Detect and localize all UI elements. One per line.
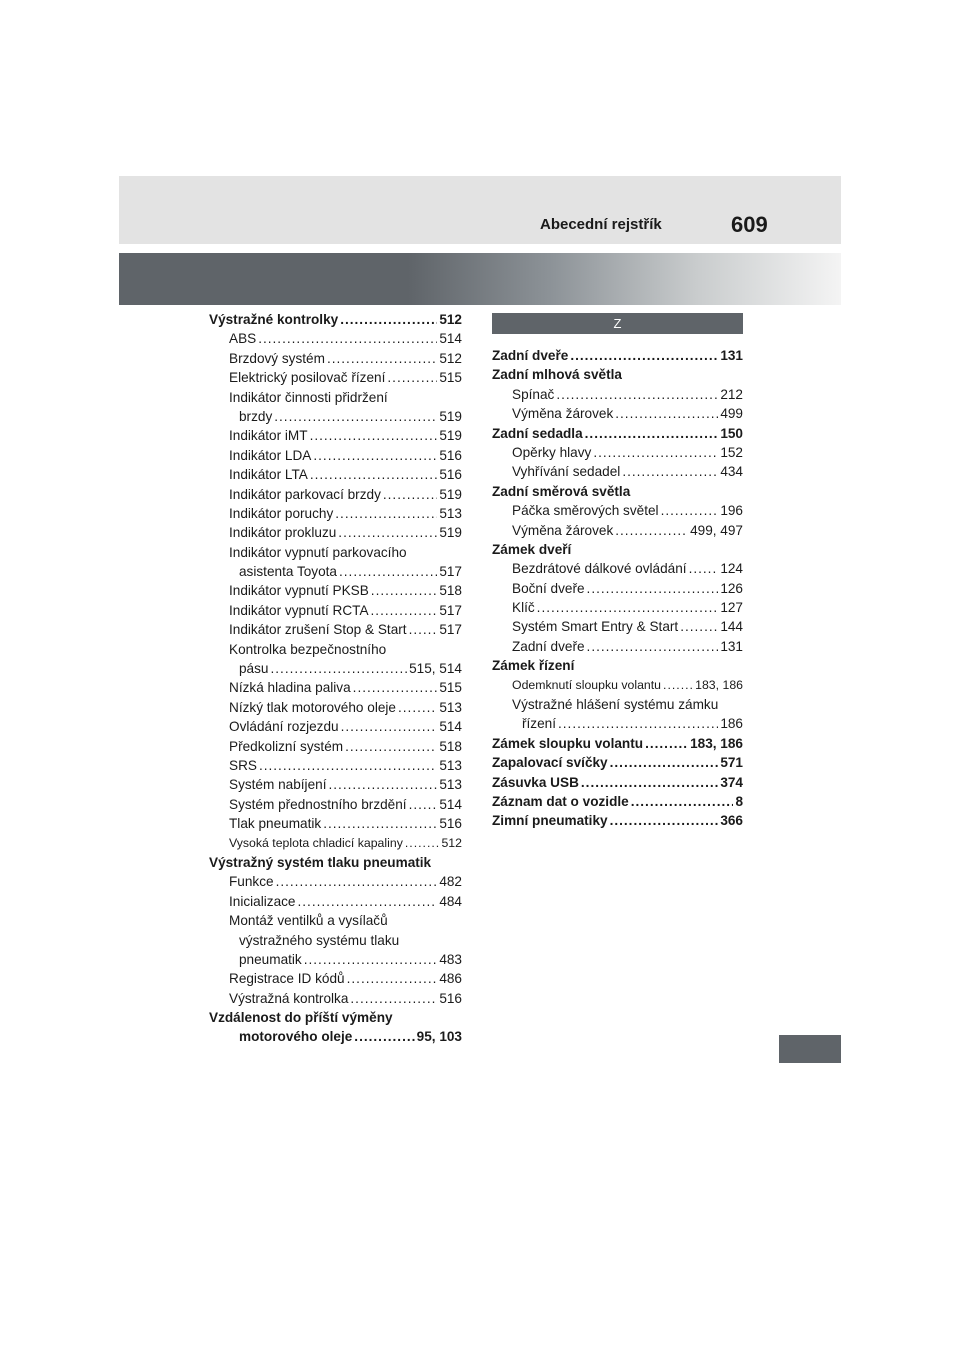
- index-entry-page: 516: [439, 447, 462, 463]
- leader-dots: [350, 989, 437, 1008]
- index-entry: [492, 714, 743, 733]
- index-entry-label: Nízká hladina paliva: [229, 680, 351, 696]
- index-entry-label: Systém přednostního brzdění: [229, 796, 407, 812]
- index-entry-page: 515, 514: [409, 661, 462, 677]
- leader-dots: [259, 756, 437, 775]
- index-entry-label: Zámek dveří: [492, 541, 572, 557]
- leader-dots: [585, 424, 719, 443]
- leader-dots: [610, 753, 719, 772]
- index-entry-page: 183, 186: [690, 735, 743, 751]
- leader-dots: [327, 349, 437, 368]
- page-number: 609: [731, 212, 768, 237]
- index-entry: [209, 485, 462, 504]
- leader-dots: [689, 559, 719, 578]
- index-entry-page: 150: [720, 425, 743, 441]
- index-entry: [209, 368, 462, 387]
- index-entry-label: Brzdový systém: [229, 350, 325, 366]
- index-entry: [209, 388, 462, 407]
- leader-dots: [398, 698, 437, 717]
- index-entry: [209, 989, 462, 1008]
- index-entry-label: Montáž ventilků a vysílačů: [229, 913, 388, 929]
- index-entry-label: Indikátor vypnutí parkovacího: [229, 544, 407, 560]
- index-entry-page: 519: [439, 486, 462, 502]
- index-entry: [492, 404, 743, 423]
- leader-dots: [310, 426, 438, 445]
- leader-dots: [587, 637, 719, 656]
- index-entry-page: 515: [439, 680, 462, 696]
- index-entry-label: Vyhřívání sedadel: [512, 464, 621, 480]
- index-entry: [492, 365, 743, 384]
- leader-dots: [371, 581, 438, 600]
- index-entry: [209, 872, 462, 891]
- leader-dots: [663, 676, 693, 695]
- index-entry-label: Indikátor vypnutí RCTA: [229, 602, 369, 618]
- leader-dots: [387, 368, 437, 387]
- index-side-tab: [779, 1035, 841, 1063]
- leader-dots: [615, 404, 718, 423]
- index-entry: [209, 678, 462, 697]
- index-entry: [492, 598, 743, 617]
- index-entry-page: 516: [439, 467, 462, 483]
- index-entry-page: 183, 186: [695, 677, 743, 692]
- leader-dots: [587, 579, 719, 598]
- leader-dots: [409, 620, 438, 639]
- index-entry: [209, 1027, 462, 1046]
- index-entry-label: Indikátor činnosti přidržení: [229, 389, 388, 405]
- index-entry: [209, 581, 462, 600]
- section-title: Abecední rejstřík: [540, 216, 662, 233]
- index-entry-label: Výstražné kontrolky: [209, 312, 339, 327]
- index-entry-label: asistenta Toyota: [239, 564, 337, 580]
- index-entry-label: Zámek řízení: [492, 658, 575, 674]
- index-entry-page: 516: [439, 990, 462, 1006]
- index-entry-label: Výstražné hlášení systému zámku: [512, 697, 719, 713]
- index-entry-page: 513: [439, 757, 462, 773]
- index-entry-label: Indikátor LDA: [229, 447, 312, 463]
- letter-heading-bar: Z: [492, 313, 743, 334]
- index-entry-page: 499, 497: [690, 522, 743, 538]
- index-entry-page: 484: [439, 893, 462, 909]
- index-entry-label: Zadní mlhová světla: [492, 367, 622, 383]
- leader-dots: [383, 485, 437, 504]
- index-entry-page: 513: [439, 777, 462, 793]
- leader-dots: [581, 773, 718, 792]
- index-entry-label: Tlak pneumatik: [229, 816, 322, 832]
- index-entry-page: 515: [439, 370, 462, 386]
- index-entry-label: Elektrický posilovač řízení: [229, 370, 386, 386]
- leader-dots: [335, 504, 437, 523]
- index-entry-page: 152: [720, 444, 743, 460]
- index-entry-page: 512: [439, 312, 462, 327]
- index-entry: [209, 465, 462, 484]
- index-entry-label: Vysoká teplota chladicí kapaliny: [229, 835, 403, 850]
- index-entry: [209, 659, 462, 678]
- leader-dots: [593, 443, 718, 462]
- leader-dots: [338, 523, 437, 542]
- index-entry-page: 519: [439, 428, 462, 444]
- index-entry: [492, 443, 743, 462]
- index-entry-page: 196: [720, 503, 743, 519]
- index-entry: [209, 795, 462, 814]
- index-entry-label: Zimní pneumatiky: [492, 813, 608, 829]
- index-entry: [492, 773, 743, 792]
- index-entry: [209, 426, 462, 445]
- index-entry: [492, 482, 743, 501]
- index-entry: [492, 559, 743, 578]
- index-entry-page: 131: [720, 638, 743, 654]
- index-entry: [209, 1008, 462, 1027]
- index-entry: [209, 931, 462, 950]
- leader-dots: [558, 714, 718, 733]
- leader-dots: [570, 346, 718, 365]
- index-entry: [209, 310, 462, 329]
- index-entry-page: 512: [441, 835, 462, 850]
- index-entry-page: 518: [439, 583, 462, 599]
- index-column-left: [209, 310, 462, 1047]
- index-entry-label: Systém Smart Entry & Start: [512, 619, 679, 635]
- index-entry-label: pásu: [239, 661, 269, 677]
- index-entry-page: 127: [720, 600, 743, 616]
- index-entry: [209, 911, 462, 930]
- index-entry-label: Inicializace: [229, 893, 296, 909]
- leader-dots: [310, 465, 437, 484]
- index-entry-page: 519: [439, 408, 462, 424]
- index-entry-label: Zadní dveře: [492, 348, 569, 363]
- index-entry-page: 499: [720, 406, 743, 422]
- index-entry-page: 513: [439, 505, 462, 521]
- index-entry-label: Zadní dveře: [512, 638, 585, 654]
- leader-dots: [258, 329, 437, 348]
- leader-dots: [341, 717, 438, 736]
- index-entry: [492, 734, 743, 753]
- index-entry-label: Indikátor vypnutí PKSB: [229, 583, 369, 599]
- index-entry-label: Výstražná kontrolka: [229, 990, 349, 1006]
- index-entry: [492, 521, 743, 540]
- leader-dots: [354, 1027, 414, 1046]
- leader-dots: [556, 385, 718, 404]
- index-entry: [492, 540, 743, 559]
- index-entry-label: brzdy: [239, 408, 273, 424]
- index-entry: [492, 695, 743, 714]
- index-entry-label: Funkce: [229, 874, 274, 890]
- index-entry-page: 519: [439, 525, 462, 541]
- index-entry-page: 144: [720, 619, 743, 635]
- index-entry: [209, 756, 462, 775]
- index-entry-label: Indikátor prokluzu: [229, 525, 337, 541]
- index-entry: [492, 462, 743, 481]
- index-entries-right: [492, 346, 743, 831]
- leader-dots: [661, 501, 719, 520]
- index-entry-label: Registrace ID kódů: [229, 971, 345, 987]
- index-entry: [209, 329, 462, 348]
- leader-dots: [347, 969, 438, 988]
- leader-dots: [371, 601, 438, 620]
- index-entry-page: 124: [720, 561, 743, 577]
- leader-dots: [537, 598, 719, 617]
- index-entry: [209, 969, 462, 988]
- leader-dots: [405, 834, 440, 853]
- leader-dots: [631, 792, 734, 811]
- index-entry: [492, 579, 743, 598]
- index-entry: [492, 424, 743, 443]
- index-entry-page: 8: [735, 793, 743, 809]
- index-entry: [209, 717, 462, 736]
- index-entry: [209, 601, 462, 620]
- index-entry: [492, 501, 743, 520]
- index-entry: [209, 950, 462, 969]
- index-entry-page: 514: [439, 719, 462, 735]
- index-entry-label: motorového oleje: [239, 1029, 353, 1045]
- index-entry: [492, 656, 743, 675]
- leader-dots: [610, 811, 719, 830]
- index-entry-label: řízení: [522, 716, 556, 732]
- leader-dots: [622, 462, 718, 481]
- index-entry-label: Kontrolka bezpečnostního: [229, 641, 387, 657]
- index-entry-page: 517: [439, 602, 462, 618]
- leader-dots: [353, 678, 438, 697]
- index-entry: [209, 349, 462, 368]
- leader-dots: [328, 775, 437, 794]
- index-entry: [492, 385, 743, 404]
- index-entry-page: 131: [720, 348, 743, 363]
- index-entry-label: Výstražný systém tlaku pneumatik: [209, 854, 432, 870]
- leader-dots: [680, 617, 718, 636]
- index-entry: [209, 834, 462, 853]
- index-entry-label: Spínač: [512, 386, 555, 402]
- leader-dots: [615, 521, 688, 540]
- leader-dots: [409, 795, 438, 814]
- index-entry: [492, 676, 743, 695]
- index-entry-page: 434: [720, 464, 743, 480]
- index-entry-label: Páčka směrových světel: [512, 503, 659, 519]
- index-entry: [209, 543, 462, 562]
- index-entry: [492, 811, 743, 830]
- index-entry-page: 514: [439, 796, 462, 812]
- index-entry-page: 186: [720, 716, 743, 732]
- index-entry: [492, 637, 743, 656]
- index-entry-label: Indikátor poruchy: [229, 505, 334, 521]
- index-entry-page: 517: [439, 564, 462, 580]
- index-entry: [209, 562, 462, 581]
- index-entry-label: Bezdrátové dálkové ovládání: [512, 561, 687, 577]
- index-entry: [492, 346, 743, 365]
- index-entry-label: Zadní směrová světla: [492, 483, 631, 499]
- leader-dots: [340, 310, 437, 329]
- index-entry-page: 514: [439, 331, 462, 347]
- index-entry: [209, 698, 462, 717]
- index-entry-label: Systém nabíjení: [229, 777, 327, 793]
- index-entry: [209, 446, 462, 465]
- index-entry: [209, 523, 462, 542]
- header-gradient-bar: [119, 253, 841, 305]
- index-entry: [492, 753, 743, 772]
- leader-dots: [270, 659, 407, 678]
- index-entry: [209, 892, 462, 911]
- index-entry-page: 516: [439, 816, 462, 832]
- index-entry: [209, 504, 462, 523]
- index-entry-label: Výměna žárovek: [512, 406, 614, 422]
- leader-dots: [645, 734, 688, 753]
- index-column-right: [492, 310, 743, 831]
- index-entry: [209, 737, 462, 756]
- index-entry-label: ABS: [229, 331, 257, 347]
- leader-dots: [323, 814, 437, 833]
- index-entry-label: pneumatik: [239, 951, 302, 967]
- index-entry-label: Zásuvka USB: [492, 774, 579, 790]
- index-entry-label: Zámek sloupku volantu: [492, 735, 644, 751]
- index-entry-label: Záznam dat o vozidle: [492, 793, 629, 809]
- index-entry-label: Vzdálenost do příští výměny: [209, 1010, 393, 1026]
- leader-dots: [298, 892, 438, 911]
- index-entry-page: 366: [720, 813, 743, 829]
- leader-dots: [304, 950, 438, 969]
- index-entry: [492, 617, 743, 636]
- index-entry-page: 518: [439, 738, 462, 754]
- index-entry: [209, 853, 462, 872]
- index-entry-page: 517: [439, 622, 462, 638]
- index-entry-label: Indikátor zrušení Stop & Start: [229, 622, 407, 638]
- index-entry-page: 486: [439, 971, 462, 987]
- index-entry-page: 95, 103: [416, 1029, 462, 1045]
- index-entry-page: 571: [720, 755, 743, 771]
- index-entry-label: SRS: [229, 757, 257, 773]
- index-entry-page: 512: [439, 350, 462, 366]
- leader-dots: [345, 737, 437, 756]
- index-entry-page: 126: [720, 580, 743, 596]
- index-entry: [209, 407, 462, 426]
- index-entry-label: Indikátor parkovací brzdy: [229, 486, 381, 502]
- index-entry: [209, 640, 462, 659]
- leader-dots: [339, 562, 437, 581]
- index-entry: [209, 814, 462, 833]
- index-entry-label: Ovládání rozjezdu: [229, 719, 339, 735]
- index-entry-label: Výměna žárovek: [512, 522, 614, 538]
- leader-dots: [274, 407, 437, 426]
- index-entry-label: Předkolizní systém: [229, 738, 344, 754]
- index-entry-page: 374: [720, 774, 743, 790]
- index-entry-label: Indikátor iMT: [229, 428, 308, 444]
- index-entry: [492, 792, 743, 811]
- index-entry-label: Odemknutí sloupku volantu: [512, 677, 662, 692]
- index-entry-page: 482: [439, 874, 462, 890]
- index-entry-page: 212: [720, 386, 743, 402]
- index-entry-label: výstražného systému tlaku: [239, 932, 400, 948]
- index-entry-page: 513: [439, 699, 462, 715]
- index-entry-label: Indikátor LTA: [229, 467, 308, 483]
- index-entry-label: Zadní sedadla: [492, 425, 583, 441]
- index-entry-label: Zapalovací svíčky: [492, 755, 608, 771]
- index-entry: [209, 775, 462, 794]
- index-entry: [209, 620, 462, 639]
- leader-dots: [313, 446, 437, 465]
- index-entry-label: Nízký tlak motorového oleje: [229, 699, 396, 715]
- index-entry-label: Klíč: [512, 600, 535, 616]
- index-entry-label: Boční dveře: [512, 580, 585, 596]
- leader-dots: [276, 872, 438, 891]
- index-entry-label: Opěrky hlavy: [512, 444, 592, 460]
- index-entry-page: 483: [439, 951, 462, 967]
